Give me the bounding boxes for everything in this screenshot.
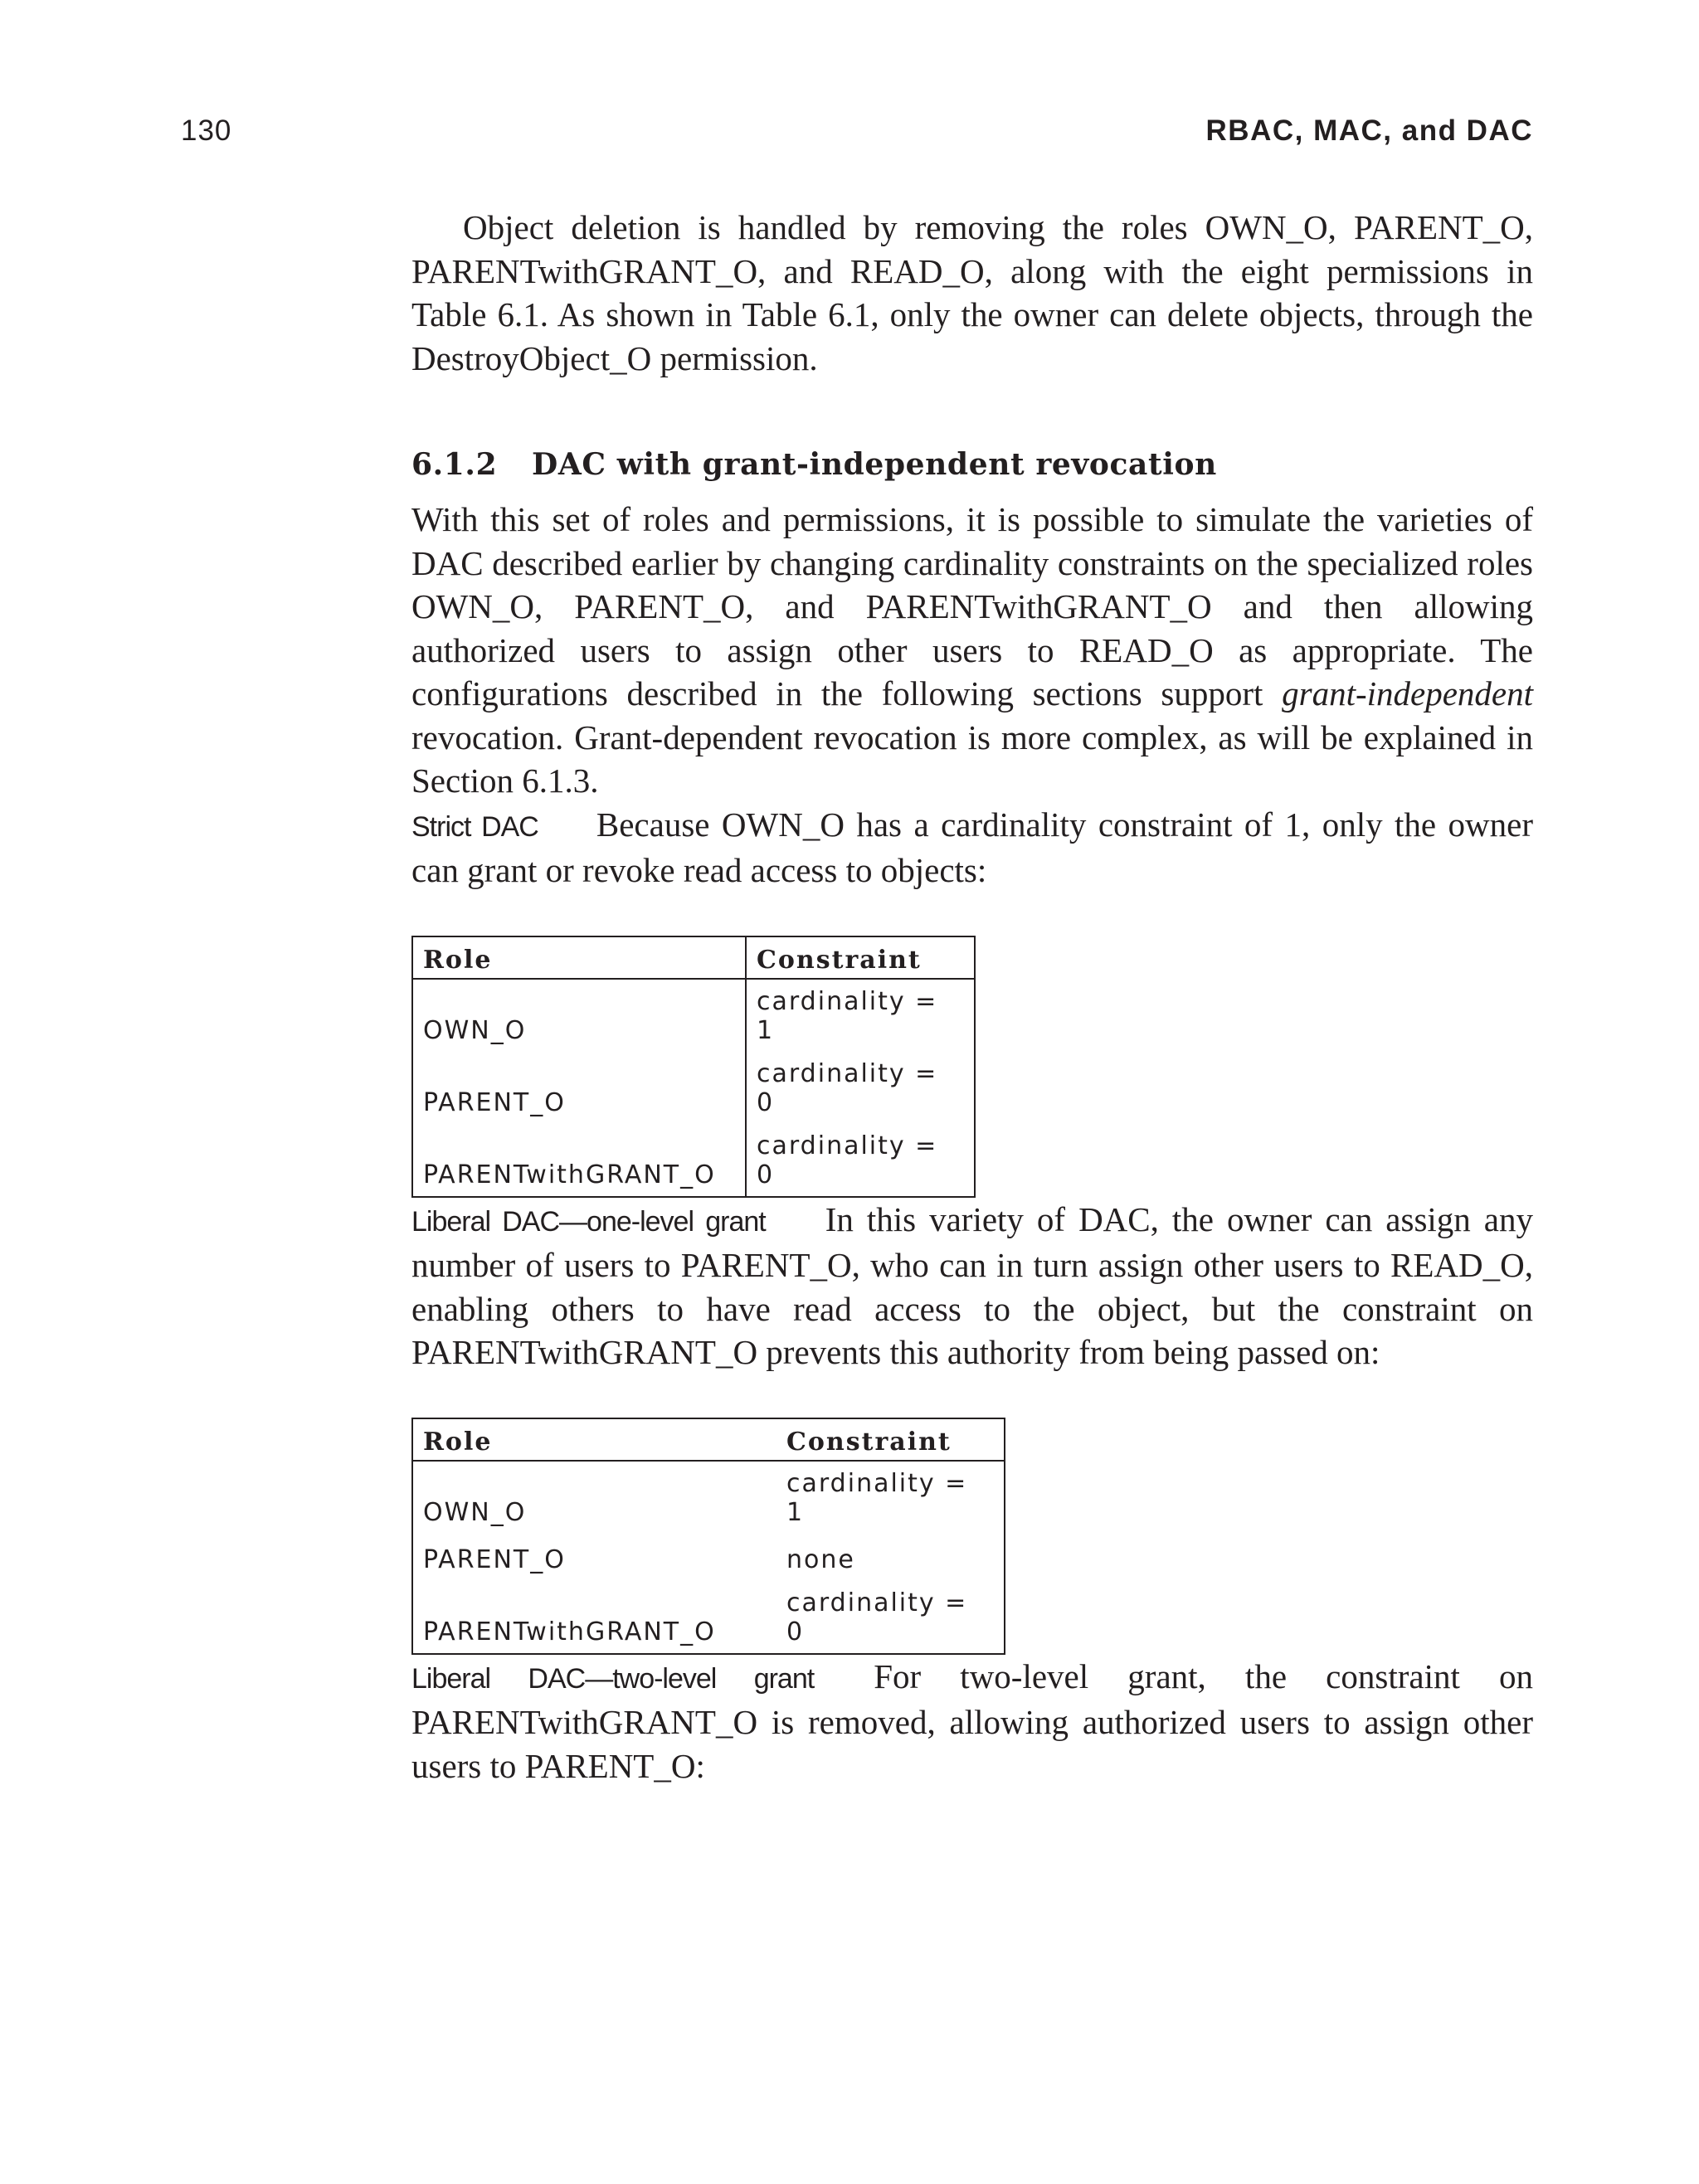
table-cell-constraint: cardinality = 0 [757, 1058, 938, 1117]
strict-dac-paragraph [411, 803, 1533, 893]
intro-paragraph: Object deletion is handled by removing the roles OWN_O, PARENT_O, PARENTwithGRANT_O, and READ_O, along with the eight permissions in Table 6.1. As shown in Table 6.1, only the owner can delete objects, through the DestroyObject_O permission. [411, 208, 1533, 377]
liberal-two-level-heading: Liberal DAC—two-level grant [411, 1662, 815, 1695]
liberal-one-level-table [411, 1418, 1005, 1655]
liberal-one-level-paragraph [411, 1198, 1533, 1374]
section-heading [411, 443, 1533, 486]
liberal-one-level-text: In this variety of DAC, the owner can assign any number of users to PARENT_O, who can in turn assign other users to READ_O, enabling others to have read access to the object, but the constraint on PARENTwithGRANT_O prevents this authority from being passed on: [411, 1199, 1533, 1371]
table-cell-constraint: cardinality = 1 [757, 986, 938, 1045]
table-header-row [412, 1418, 1005, 1461]
table-cell-role: PARENT_O [423, 1544, 566, 1574]
strict-dac-table [411, 936, 976, 1198]
section-number: 6.1.2 [411, 447, 498, 482]
page-header [181, 114, 1533, 156]
strict-dac-heading: Strict DAC [411, 810, 538, 843]
table-cell-constraint: cardinality = 0 [757, 1131, 938, 1189]
table-header-row [412, 936, 975, 979]
table-cell-constraint: cardinality = 0 [786, 1588, 968, 1647]
section-paragraph-text: With this set of roles and permissions, it is possible to simulate the varieties of DAC described earlier by changing cardinality constraints on the specialized roles OWN_O, PARENT_O, and PARENTwithGRANT_O and then allowing authorized users to assign other users to READ_O as appropriate. The configurations described in the following sections support [411, 500, 1533, 713]
section-paragraph-text-end: revocation. Grant-dependent revocation is more complex, as will be explained in Section 6.1.3. [411, 717, 1533, 800]
table-row [412, 1052, 975, 1124]
strict-dac-text: Because OWN_O has a cardinality constraint of 1, only the owner can grant or revoke read access to objects: [411, 805, 1533, 889]
table-header-constraint: Constraint [776, 1418, 1005, 1461]
table-header-role: Role [412, 936, 746, 979]
table-row [412, 979, 975, 1052]
table-cell-role: PARENTwithGRANT_O [412, 1124, 746, 1197]
table-cell-role: PARENTwithGRANT_O [423, 1617, 716, 1647]
table-cell-role: OWN_O [412, 979, 746, 1052]
running-title: RBAC, MAC, and DAC [1205, 114, 1533, 147]
table-cell-constraint: cardinality = 1 [786, 1468, 968, 1527]
table-row [412, 1581, 1005, 1654]
section-paragraph [411, 498, 1533, 803]
table-row [412, 1461, 1005, 1534]
page-content [411, 206, 1533, 1788]
table-row [412, 1124, 975, 1197]
liberal-two-level-text: For two-level grant, the constraint on PARENTwithGRANT_O is removed, allowing authorized users to assign other users to PARENT_O: [411, 1656, 1533, 1785]
table-row [412, 1534, 1005, 1581]
liberal-two-level-paragraph [411, 1655, 1533, 1788]
section-title: DAC with grant-independent revocation [532, 447, 1217, 482]
section-paragraph-italic: grant-independent [1282, 674, 1533, 713]
table-cell-constraint: none [786, 1544, 855, 1574]
table-header-role: Role [412, 1418, 776, 1461]
page-number: 130 [181, 114, 232, 147]
table-cell-role: OWN_O [423, 1497, 527, 1527]
liberal-one-level-heading: Liberal DAC—one-level grant [411, 1205, 766, 1238]
table-header-constraint: Constraint [746, 936, 975, 979]
table-cell-role: PARENT_O [412, 1052, 746, 1124]
